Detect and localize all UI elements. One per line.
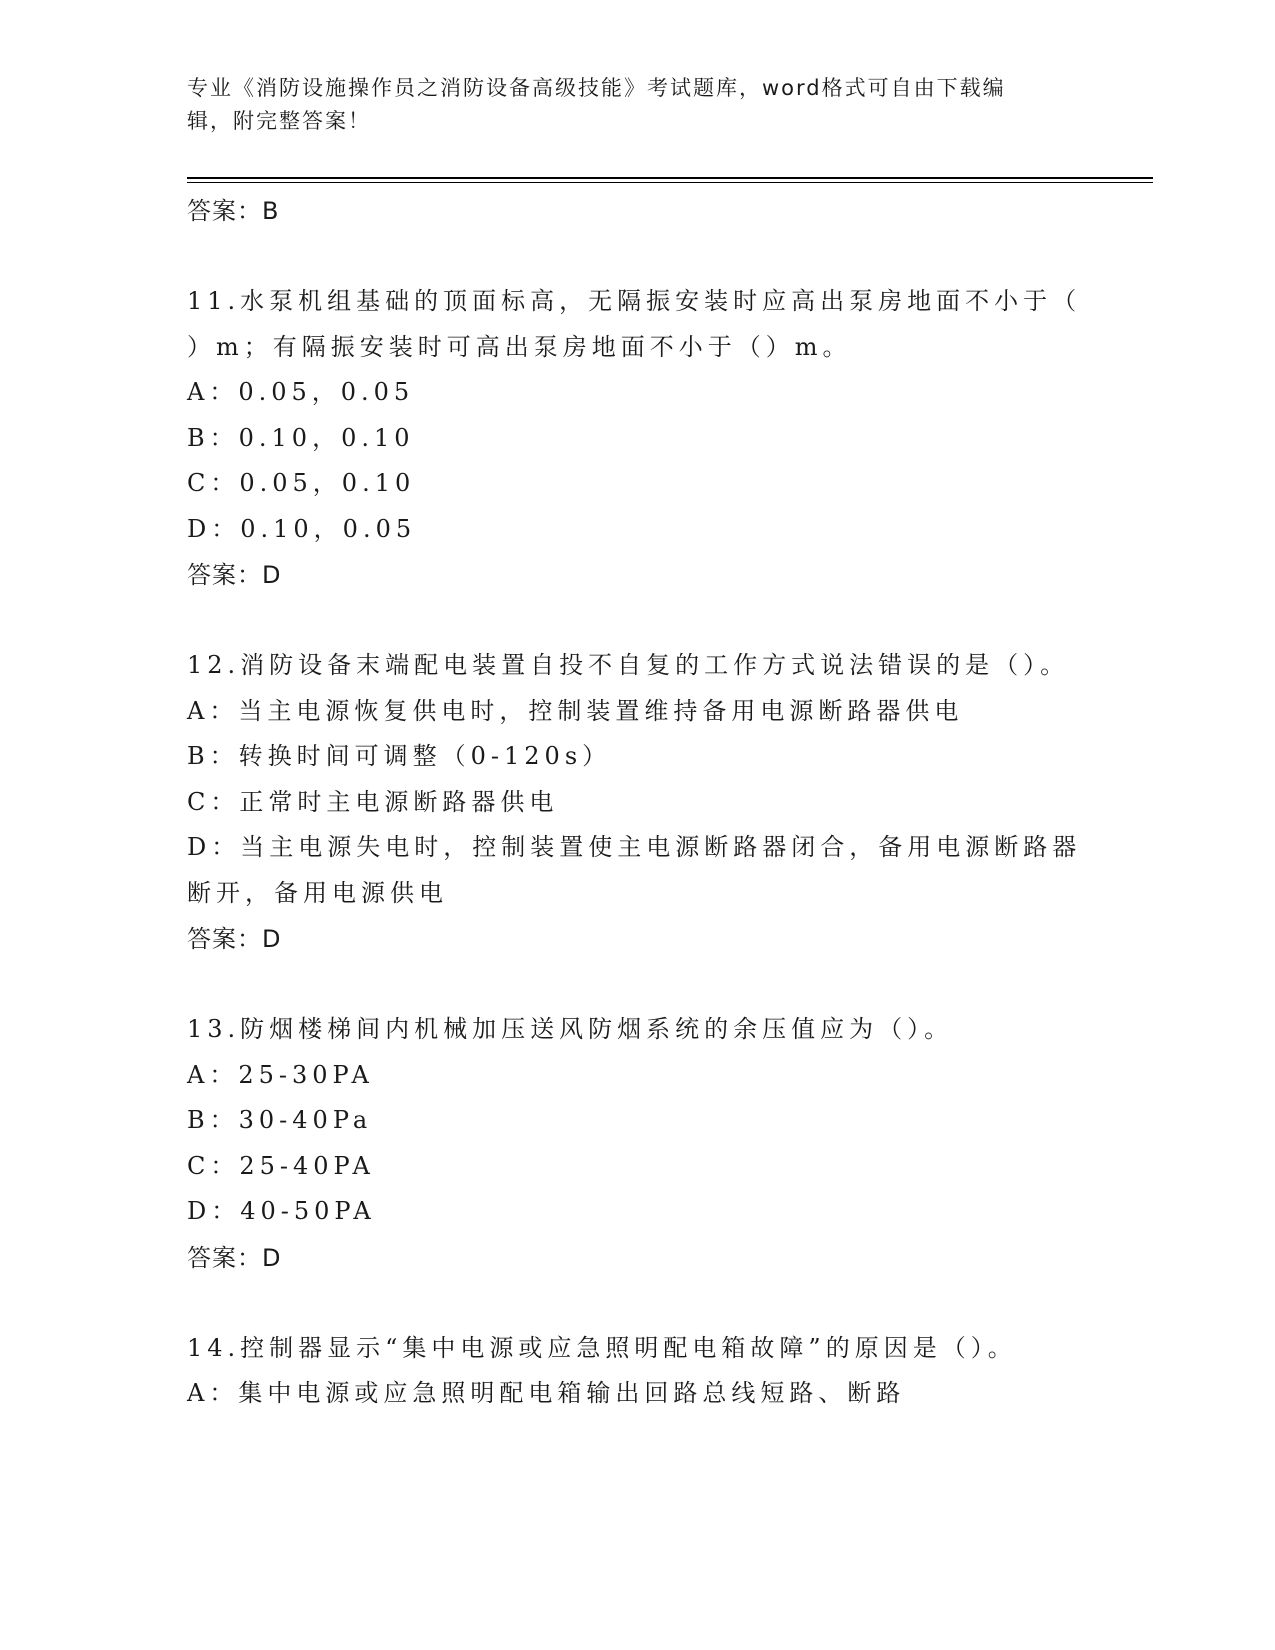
question-text: ）m；有隔振安装时可高出泵房地面不小于（）m。 [187,332,852,361]
question-text: 14.控制器显示“集中电源或应急照明配电箱故障”的原因是（）。 [187,1333,1017,1362]
question-block [187,279,1087,598]
option-c: C：0.05，0.10 [187,469,416,497]
option-d-continued: 断开，备用电源供电 [187,878,448,907]
option-d: D：0.10，0.05 [187,514,417,543]
option-d: D：40-50PA [187,1197,376,1225]
option-c: C：正常时主电源断路器供电 [187,787,559,816]
header-divider-thick [187,177,1153,179]
answer: 答案：D [187,1243,282,1272]
option-b: B：转换时间可调整（0-120s） [187,742,612,770]
question-block [187,643,1087,962]
header-line-1: 专业《消防设施操作员之消防设备高级技能》考试题库，word格式可自由下载编 [187,76,1006,100]
question-text: 12.消防设备末端配电装置自投不自复的工作方式说法错误的是（）。 [187,651,1070,679]
option-a: A：25-30PA [187,1060,374,1089]
option-a: A：集中电源或应急照明配电箱输出回路总线短路、断路 [187,1379,906,1407]
page-header [187,72,1087,138]
option-d: D：当主电源失电时，控制装置使主电源断路器闭合，备用电源断路器 [187,833,1082,861]
option-b: B：0.10，0.10 [187,423,415,452]
answer: 答案：D [187,925,282,953]
question-block [187,1326,1087,1417]
question-block [187,1007,1087,1281]
previous-answer: 答案：B [187,197,280,225]
option-a: A：当主电源恢复供电时，控制装置维持备用电源断路器供电 [187,696,964,725]
option-c: C：25-40PA [187,1151,375,1180]
header-line-2: 辑，附完整答案！ [187,109,371,133]
answer: 答案：D [187,561,282,589]
question-list [187,188,1087,1417]
option-a: A：0.05，0.05 [187,378,415,406]
question-text: 11.水泵机组基础的顶面标高，无隔振安装时应高出泵房地面不小于（ [187,287,1082,315]
option-b: B：30-40Pa [187,1106,373,1134]
question-text: 13.防烟楼梯间内机械加压送风防烟系统的余压值应为（）。 [187,1015,954,1043]
header-divider-thin [187,182,1153,183]
